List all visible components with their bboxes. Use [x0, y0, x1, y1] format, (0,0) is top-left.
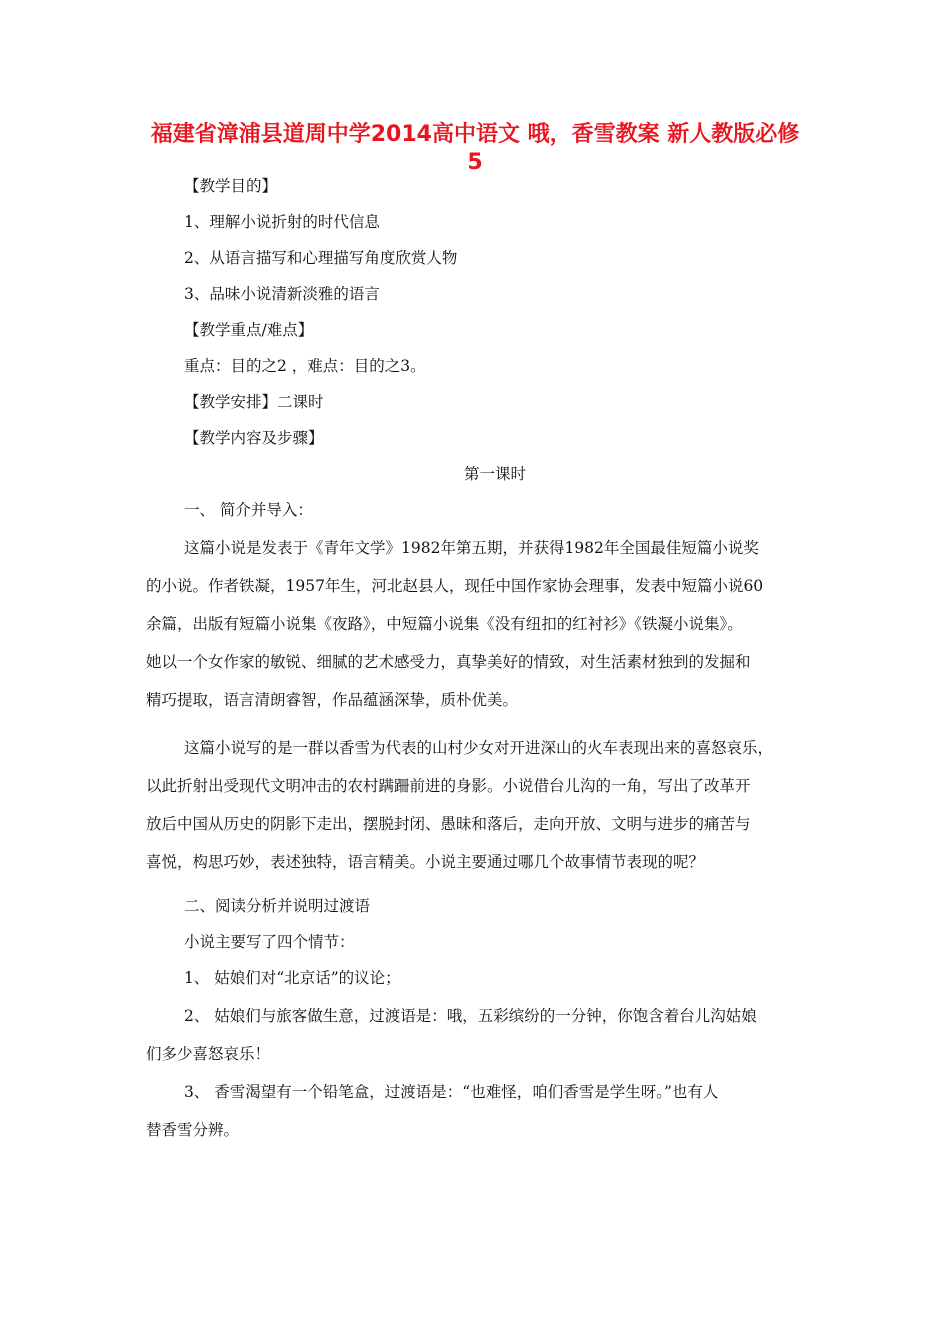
section2-intro: 小说主要写了四个情节： [184, 933, 355, 951]
paragraph-line: 喜悦，构思巧妙，表述独特，语言精美。小说主要通过哪几个故事情节表现的呢？ [146, 853, 705, 871]
plot-item: 2、 姑娘们与旅客做生意，过渡语是：哦，五彩缤纷的一分钟，你饱含着台儿沟姑娘 [184, 1007, 757, 1025]
paragraph-line: 这篇小说写的是一群以香雪为代表的山村少女对开进深山的火车表现出来的喜怒哀乐， [184, 739, 774, 757]
keypoints-text: 重点：目的之2 ，难点：目的之3。 [184, 357, 426, 375]
document-title-line1: 福建省漳浦县道周中学2014高中语文 哦，香雪教案 新人教版必修 [150, 122, 800, 147]
objectives-heading: 【教学目的】 [184, 177, 278, 195]
plot-item: 1、 姑娘们对“北京话”的议论； [184, 969, 401, 987]
paragraph-line: 余篇，出版有短篇小说集《夜路》，中短篇小说集《没有纽扣的红衬衫》《铁凝小说集》。 [146, 615, 743, 633]
lesson-heading: 第一课时 [463, 465, 526, 483]
paragraph-line: 精巧提取，语言清朗睿智，作品蕴涵深挚，质朴优美。 [146, 691, 519, 709]
section1-heading: 一、 简介并导入： [184, 501, 313, 519]
paragraph-line: 以此折射出受现代文明冲击的农村蹒跚前进的身影。小说借台儿沟的一角，写出了改革开 [146, 777, 751, 795]
objective-item: 1、理解小说折射的时代信息 [184, 213, 380, 231]
schedule-line: 【教学安排】二课时 [184, 393, 324, 411]
document-title-line2: 5 [467, 150, 483, 175]
plot-item-continued: 替香雪分辨。 [146, 1121, 240, 1139]
objective-item: 3、品味小说清新淡雅的语言 [184, 285, 380, 303]
paragraph-line: 的小说。作者铁凝，1957年生，河北赵县人，现任中国作家协会理事，发表中短篇小说60 [146, 577, 764, 595]
paragraph-line: 她以一个女作家的敏锐、细腻的艺术感受力，真挚美好的情致，对生活素材独到的发掘和 [146, 653, 751, 671]
paragraph-line: 放后中国从历史的阴影下走出，摆脱封闭、愚昧和落后，走向开放、文明与进步的痛苦与 [146, 815, 751, 833]
plot-item: 3、 香雪渴望有一个铅笔盒，过渡语是：“也难怪，咱们香雪是学生呀。”也有人 [184, 1083, 719, 1101]
objective-item: 2、从语言描写和心理描写角度欣赏人物 [184, 249, 458, 267]
keypoints-heading: 【教学重点/难点】 [184, 321, 314, 339]
section2-heading: 二、阅读分析并说明过渡语 [184, 897, 371, 915]
plot-item-continued: 们多少喜怒哀乐！ [146, 1045, 271, 1063]
paragraph-line: 这篇小说是发表于《青年文学》1982年第五期，并获得1982年全国最佳短篇小说奖 [184, 539, 759, 557]
content-heading: 【教学内容及步骤】 [184, 429, 324, 447]
